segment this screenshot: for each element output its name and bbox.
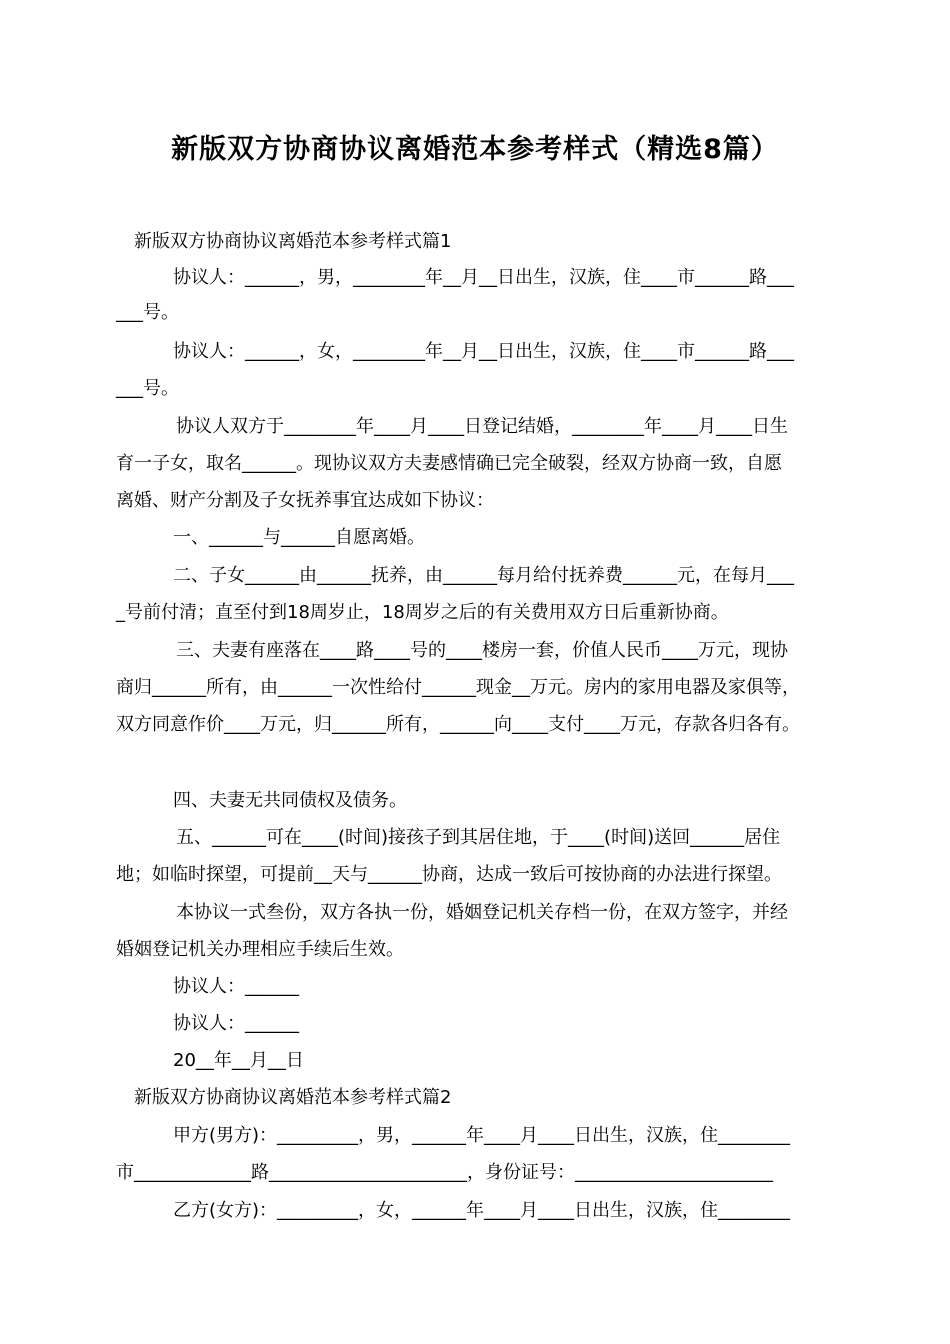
date-line: 20__年__月__日 [173,1050,304,1071]
paragraph-line: 协议人：______，女，________年__月__日出生，汉族，住____市______路___ [173,341,794,362]
paragraph-line: 本协议一式叁份，双方各执一份，婚姻登记机关存档一份，在双方签字，并经 [176,902,788,923]
clause-4: 四、夫妻无共同债权及债务。 [173,790,407,811]
paragraph-line: _号前付清；直至付到18周岁止，18周岁之后的有关费用双方日后重新协商。 [116,602,729,623]
paragraph-line: 甲方(男方)：_________，男，______年____月____日出生，汉族，住________ [173,1125,791,1146]
paragraph-line: 婚姻登记机关办理相应手续后生效。 [116,939,404,960]
paragraph-line: 协议人双方于________年____月____日登记结婚，________年____月____日生 [176,416,788,437]
clause-2: 二、子女______由______抚养，由______每月给付抚养费______元，在每月___ [173,565,794,586]
paragraph-line: 商归______所有，由______一次性给付______现金__万元。房内的家用电器及家俱等， [116,677,800,698]
paragraph-line: 离婚、财产分割及子女抚养事宜达成如下协议： [116,490,494,511]
paragraph-line: 双方同意作价____万元，归______所有，______向____支付____万元，存款各归各有。 [116,714,800,735]
paragraph-line: 市_____________路______________________，身份证号：______________________ [116,1162,773,1183]
section-heading-1: 新版双方协商协议离婚范本参考样式篇1 [134,231,452,252]
document-title: 新版双方协商协议离婚范本参考样式（精选8篇） [171,134,779,165]
paragraph-line: 育一子女，取名______。现协议双方夫妻感情确已完全破裂，经双方协商一致，自愿 [116,453,782,474]
paragraph-line: ___号。 [116,302,179,323]
paragraph-line: 乙方(女方)：_________，女，______年____月____日出生，汉族，住________ [173,1200,791,1221]
clause-3: 三、夫妻有座落在____路____号的____楼房一套，价值人民币____万元，现协 [176,640,788,661]
paragraph-line: ___号。 [116,378,179,399]
signature-line: 协议人：______ [173,1013,299,1034]
clause-5: 五、______可在____(时间)接孩子到其居住地，于____(时间)送回______居住 [176,827,781,848]
clause-1: 一、______与______自愿离婚。 [173,527,425,548]
signature-line: 协议人：______ [173,976,299,997]
paragraph-line: 地；如临时探望，可提前__天与______协商，达成一致后可按协商的办法进行探望。 [116,864,782,885]
section-heading-2: 新版双方协商协议离婚范本参考样式篇2 [134,1087,452,1108]
paragraph-line: 协议人：______，男，________年__月__日出生，汉族，住____市______路___ [173,267,794,288]
